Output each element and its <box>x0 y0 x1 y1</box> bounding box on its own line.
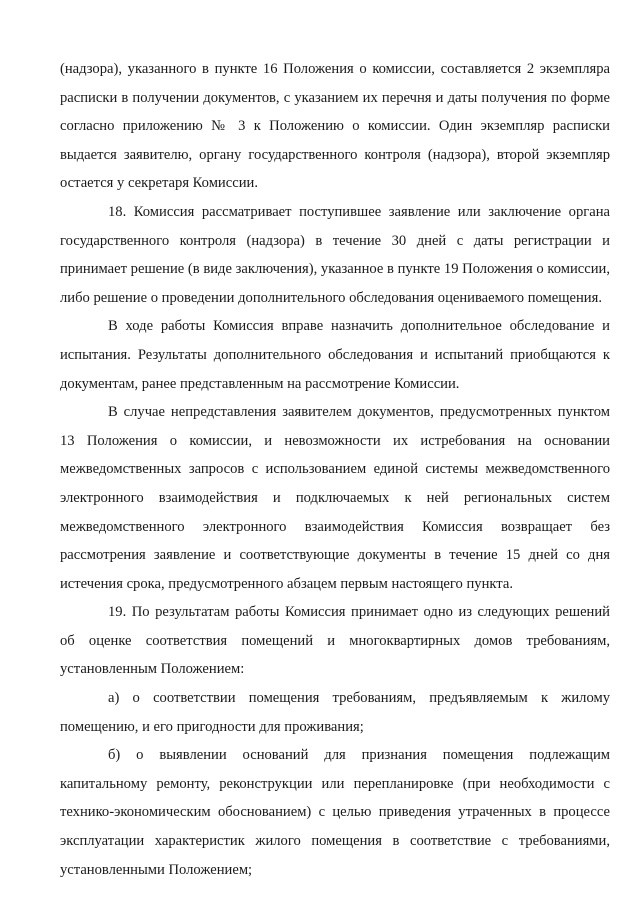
paragraph-documents-return: В случае непредставления заявителем документов, предусмотренных пунктом 13 Положения о комиссии, и невозможности их истребования на основании межведомственных запросов с использованием единой системы межведомственного электронного взаимодействия и подключаемых к ней региональных систем межведомственного электронного взаимодействия Комиссия возвращает без рассмотрения заявление и соответствующие документы в течение 15 дней со дня истечения срока, предусмотренного абзацем первым настоящего пункта. <box>60 404 610 592</box>
paragraph-subitem-b: б) о выявлении оснований для признания помещения подлежащим капитальному ремонту, реконструкции или перепланировке (при необходимости с технико-экономическим обоснованием) с целью приведения утраченных в процессе эксплуатации характеристик жилого помещения в соответствие с требованиями, установленными Положением; <box>60 747 610 878</box>
document-page <box>60 55 610 884</box>
paragraph-item-19: 19. По результатам работы Комиссия принимает одно из следующих решений об оценке соответствия помещений и многоквартирных домов требованиям, установленным Положением: <box>60 604 610 678</box>
paragraph-continuation: (надзора), указанного в пункте 16 Положения о комиссии, составляется 2 экземпляра расписки в получении документов, с указанием их перечня и даты получения по форме согласно приложению № 3 к Положению о комиссии. Один экземпляр расписки выдается заявителю, органу государственного контроля (надзора), второй экземпляр остается у секретаря Комиссии. <box>60 61 610 192</box>
paragraph-subitem-a: а) о соответствии помещения требованиям, предъявляемым к жилому помещению, и его пригодности для проживания; <box>60 690 610 735</box>
paragraph-additional-inspection: В ходе работы Комиссия вправе назначить дополнительное обследование и испытания. Результаты дополнительного обследования и испытаний приобщаются к документам, ранее представленным на рассмотрение Комиссии. <box>60 318 610 392</box>
paragraph-item-18: 18. Комиссия рассматривает поступившее заявление или заключение органа государственного контроля (надзора) в течение 30 дней с даты регистрации и принимает решение (в виде заключения), указанное в пункте 19 Положения о комиссии, либо решение о проведении дополнительного обследования оцениваемого помещения. <box>60 203 610 306</box>
